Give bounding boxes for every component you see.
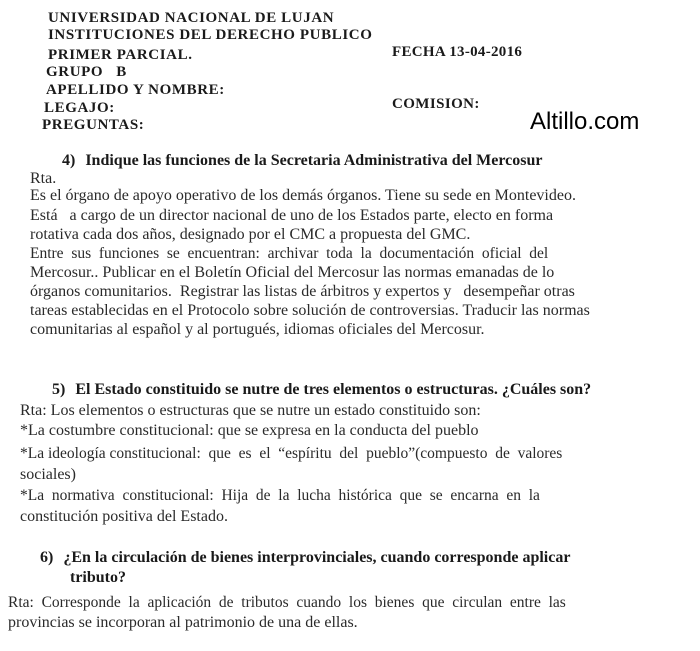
question-text: El Estado constituido se nutre de tres elementos o estructuras. ¿Cuáles son?: [75, 381, 592, 398]
answer-line: sociales): [20, 466, 76, 483]
question-text: Indique las funciones de la Secretaria Administrativa del Mercosur: [85, 152, 543, 169]
answer-line: *La costumbre constitucional: que se expresa en la conducta del pueblo: [20, 422, 479, 439]
university-name: UNIVERSIDAD NACIONAL DE LUJAN: [48, 10, 335, 26]
comision-field-label: COMISION:: [392, 96, 480, 112]
exam-name: PRIMER PARCIAL.: [48, 47, 193, 63]
question-number: 5): [52, 381, 66, 398]
question-number: 6): [40, 549, 54, 566]
answer-line: Rta: Los elementos o estructuras que se nutre un estado constituido son:: [20, 402, 481, 419]
answer-line: *La normativa constitucional: Hija de la lucha histórica que se encarna en la: [20, 487, 540, 504]
answer-line: comunitarias al español y al portugués, idiomas oficiales del Mercosur.: [30, 321, 485, 338]
answer-line: Rta: Corresponde la aplicación de tributos cuando los bienes que circulan entre las: [8, 594, 566, 611]
answer-line: provincias se incorporan al patrimonio de una de ellas.: [8, 614, 358, 631]
answer-line: Es el órgano de apoyo operativo de los demás órganos. Tiene su sede en Montevideo.: [30, 187, 576, 204]
question-6-title: [40, 548, 570, 567]
answer-line: tareas establecidas en el Protocolo sobre solución de controversias. Traducir las normas: [30, 302, 590, 319]
answer-line: rotativa cada dos años, designado por el CMC a propuesta del GMC.: [30, 226, 471, 243]
legajo-field-label: LEGAJO:: [44, 100, 115, 116]
answer-line: Mercosur.. Publicar en el Boletín Oficial del Mercosur las normas emanadas de lo: [30, 264, 555, 281]
answer-line: Está a cargo de un director nacional de uno de los Estados parte, electo en forma: [30, 207, 554, 224]
questions-label: PREGUNTAS:: [42, 117, 145, 133]
course-name: INSTITUCIONES DEL DERECHO PUBLICO: [48, 27, 373, 43]
watermark-logo: Altillo.com: [530, 108, 640, 135]
exam-date: FECHA 13-04-2016: [392, 44, 523, 60]
question-5-title: [52, 380, 591, 399]
question-number: 4): [62, 152, 76, 169]
answer-line: órganos comunitarios. Registrar las listas de árbitros y expertos y desempeñar otras: [30, 283, 575, 300]
answer-line: constitución positiva del Estado.: [20, 508, 228, 525]
name-field-label: APELLIDO Y NOMBRE:: [46, 82, 225, 98]
answer-line: *La ideología constitucional: que es el “espíritu del pueblo”(compuesto de valores: [20, 445, 563, 462]
answer-line: Rta.: [30, 170, 57, 187]
question-4-title: [62, 151, 543, 170]
question-text: ¿En la circulación de bienes interprovinciales, cuando corresponde aplicar: [63, 549, 571, 566]
question-6-title-continued: tributo?: [70, 569, 126, 586]
answer-line: Entre sus funciones se encuentran: archivar toda la documentación oficial del: [30, 245, 549, 262]
group-label: GRUPO B: [46, 64, 127, 80]
